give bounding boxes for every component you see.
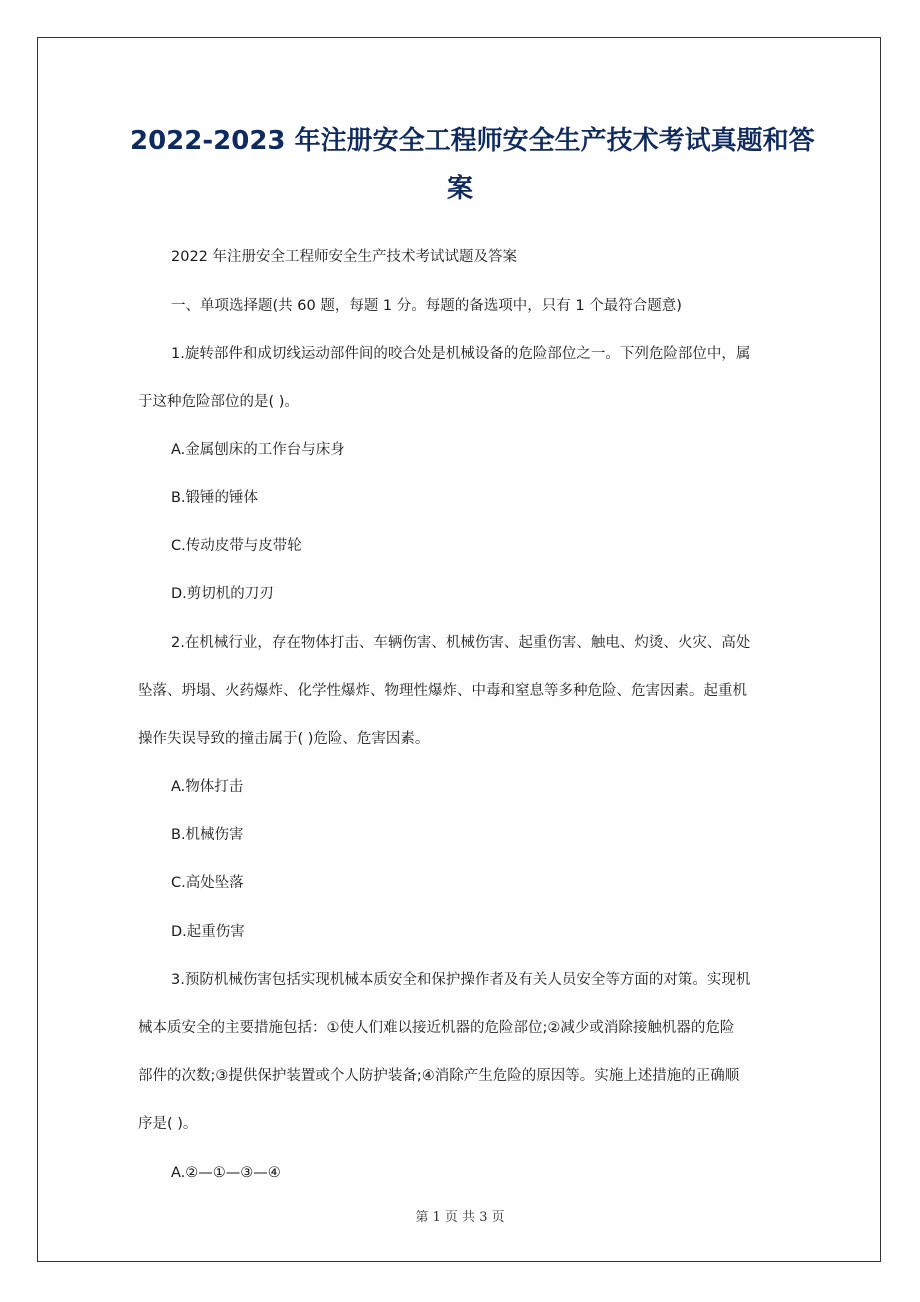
question-1-stem-line-2: 于这种危险部位的是( )。 bbox=[138, 394, 299, 410]
document-title-line-2: 案 bbox=[446, 174, 473, 204]
question-3-stem-line-1: 3.预防机械伤害包括实现机械本质安全和保护操作者及有关人员安全等方面的对策。实现机 bbox=[171, 972, 751, 988]
question-1-option-d: D.剪切机的刀刃 bbox=[171, 586, 274, 602]
document-subtitle: 2022 年注册安全工程师安全生产技术考试试题及答案 bbox=[171, 249, 518, 265]
question-2-stem-line-1: 2.在机械行业，存在物体打击、车辆伤害、机械伤害、起重伤害、触电、灼烫、火灾、高处 bbox=[171, 635, 751, 651]
question-1-stem-line-1: 1.旋转部件和成切线运动部件间的咬合处是机械设备的危险部位之一。下列危险部位中，属 bbox=[171, 346, 751, 362]
question-2-stem-line-2: 坠落、坍塌、火药爆炸、化学性爆炸、物理性爆炸、中毒和窒息等多种危险、危害因素。起重机 bbox=[138, 683, 747, 699]
question-1-option-c: C.传动皮带与皮带轮 bbox=[171, 538, 302, 554]
question-2-stem-line-3: 操作失误导致的撞击属于( )危险、危害因素。 bbox=[138, 731, 430, 747]
question-3-option-a: A.②—①—③—④ bbox=[171, 1165, 281, 1181]
question-2-option-c: C.高处坠落 bbox=[171, 875, 244, 891]
question-1-option-a: A.金属刨床的工作台与床身 bbox=[171, 442, 345, 458]
question-2-option-b: B.机械伤害 bbox=[171, 827, 244, 843]
section-heading: 一、单项选择题(共 60 题，每题 1 分。每题的备选项中，只有 1 个最符合题意) bbox=[171, 298, 682, 314]
question-1-option-b: B.锻锤的锤体 bbox=[171, 490, 259, 506]
page-footer: 第 1 页 共 3 页 bbox=[415, 1210, 505, 1225]
question-3-stem-line-4: 序是( )。 bbox=[138, 1116, 198, 1132]
question-3-stem-line-2: 械本质安全的主要措施包括：①使人们难以接近机器的危险部位;②减少或消除接触机器的危险 bbox=[138, 1020, 735, 1036]
question-2-option-d: D.起重伤害 bbox=[171, 924, 245, 940]
question-2-option-a: A.物体打击 bbox=[171, 779, 244, 795]
question-3-stem-line-3: 部件的次数;③提供保护装置或个人防护装备;④消除产生危险的原因等。实施上述措施的正确顺 bbox=[138, 1068, 740, 1084]
document-title-line-1: 2022-2023 年注册安全工程师安全生产技术考试真题和答 bbox=[130, 126, 815, 156]
